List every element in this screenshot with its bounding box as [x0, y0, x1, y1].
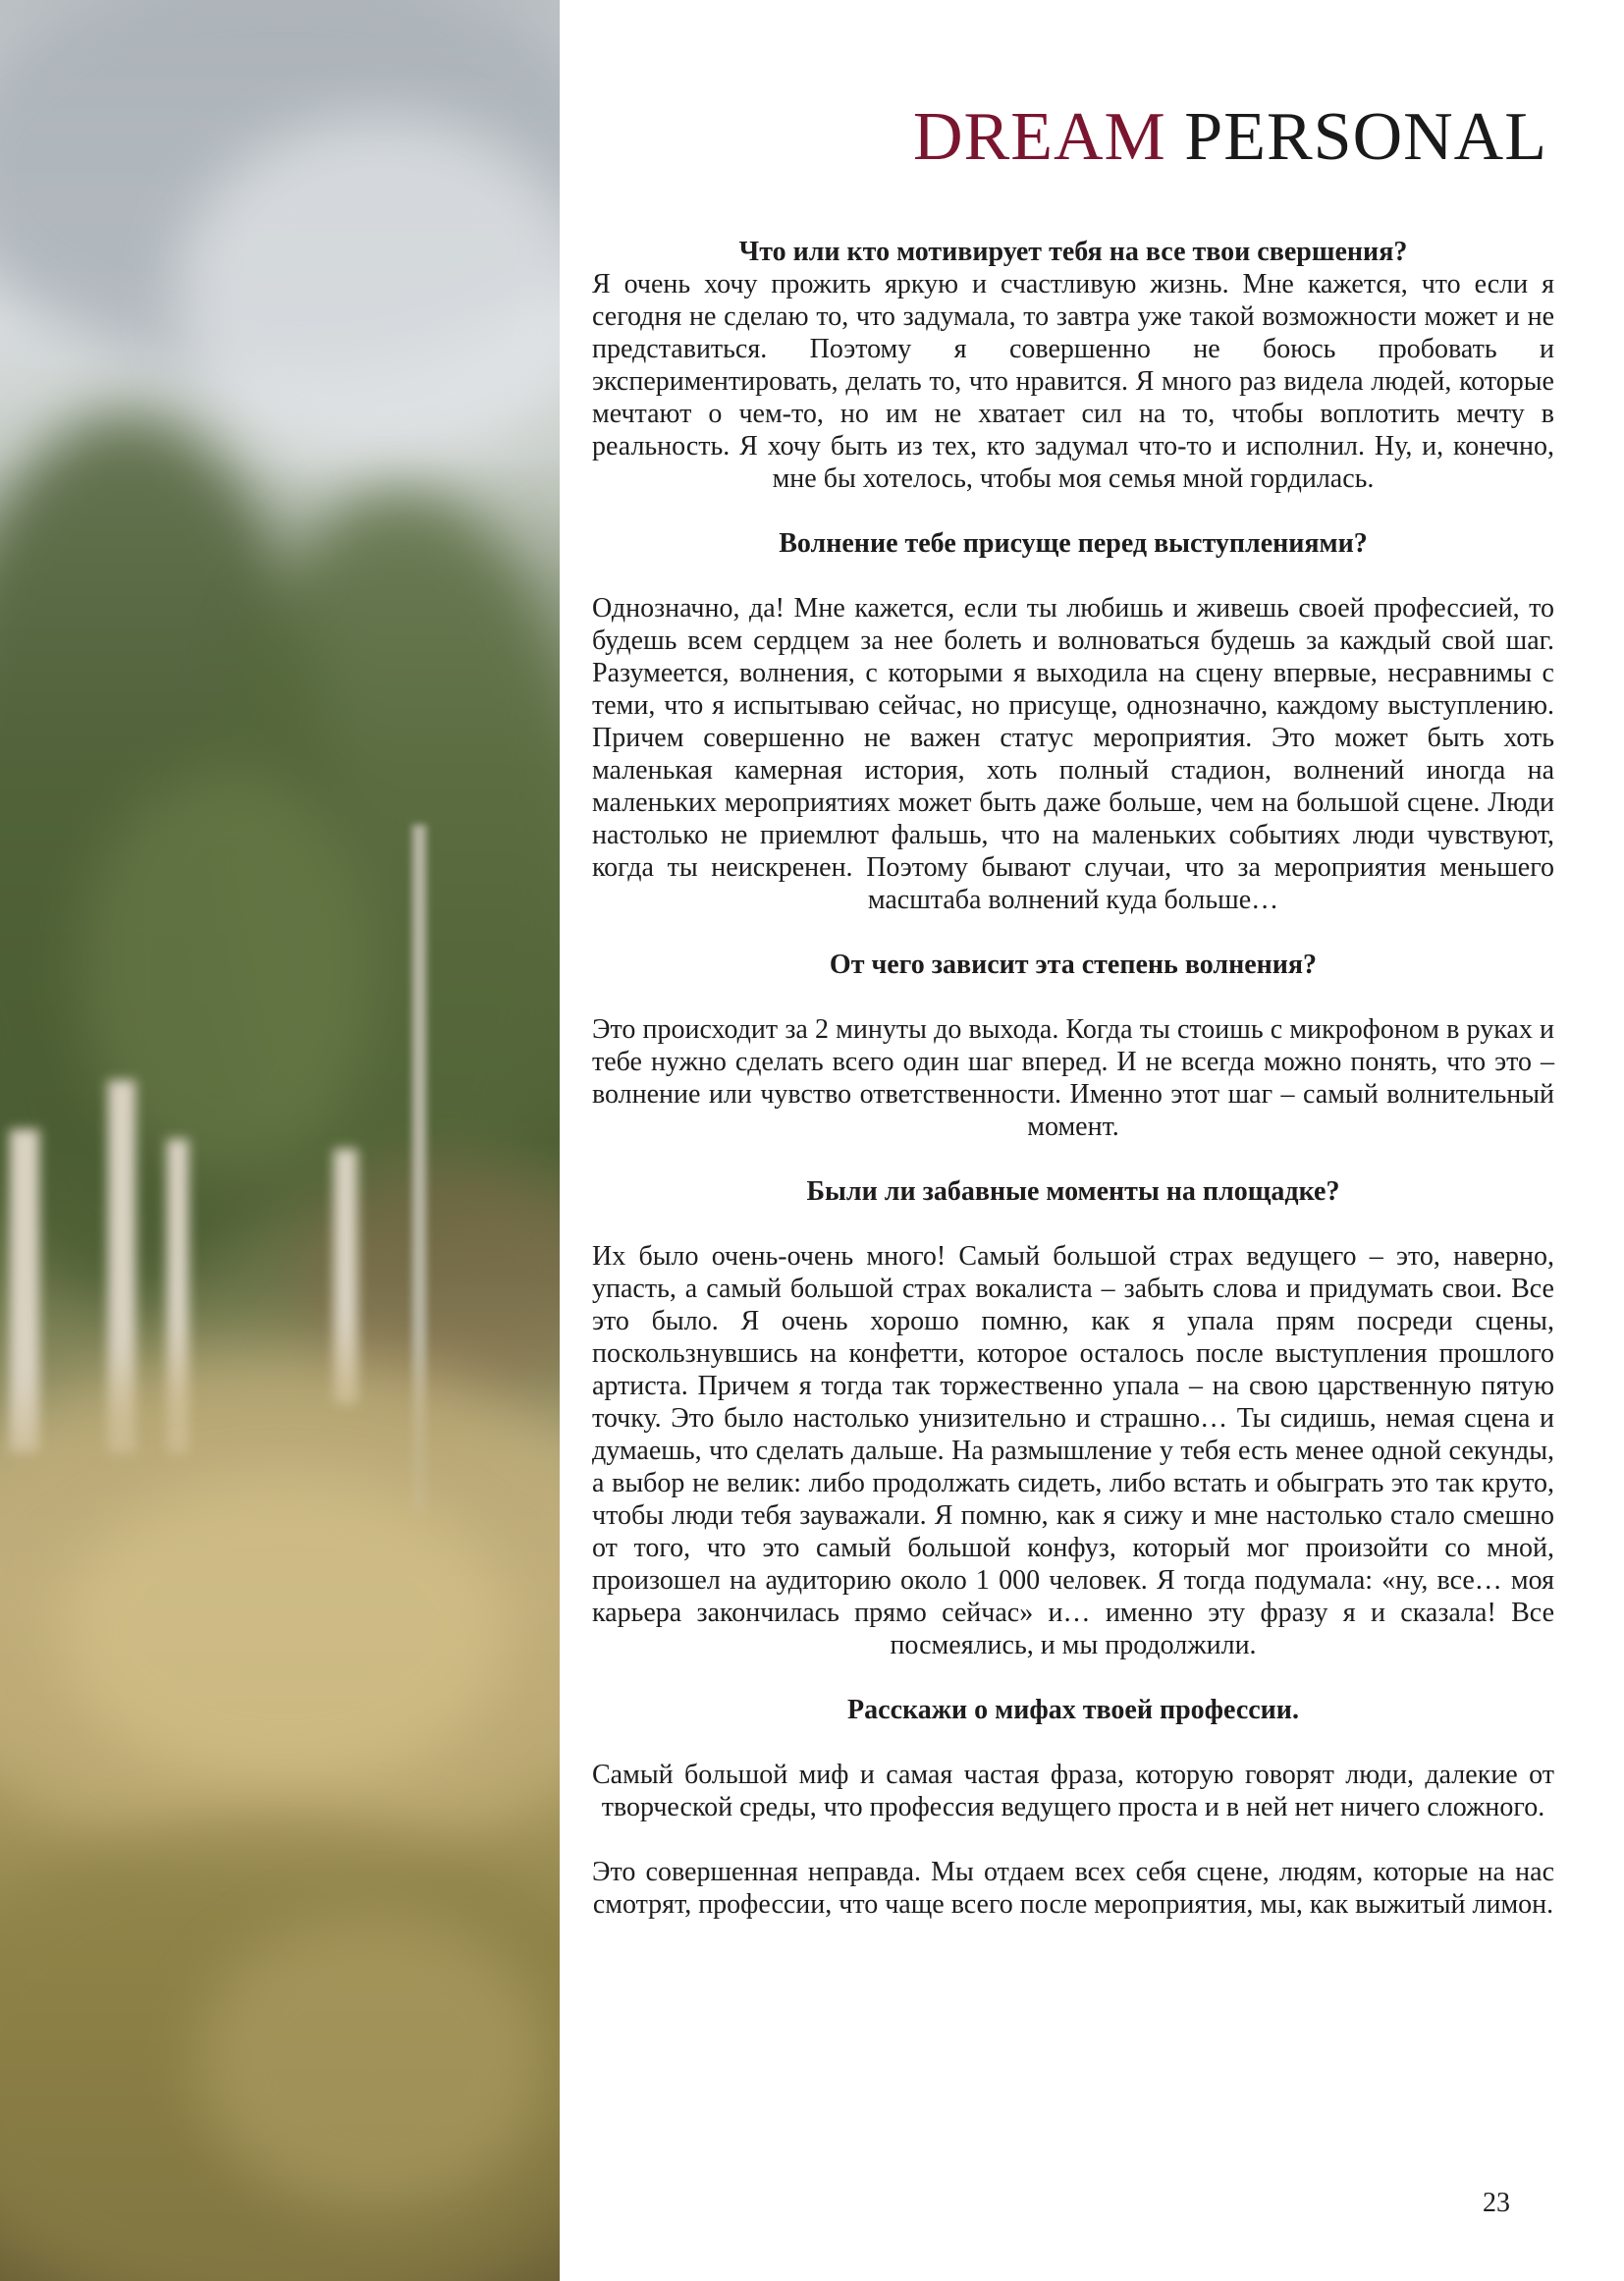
answer-paragraph: Я очень хочу прожить яркую и счастливую жизнь. Мне кажется, что если я сегодня не сделаю то, что задумала, то завтра уже такой возможности может и не представиться. Поэтому я совершенно не боюсь пробовать и экспериментировать, делать то, что нравится. Я много раз видела людей, которые мечтают о чем-то, но им не хватает сил на то, чтобы воплотить мечту в реальность. Я хочу быть из тех, кто задумал что-то и исполнил. Ну, и, конечно, мне бы хотелось, чтобы моя семья мной гордилась. — [592, 269, 1554, 494]
question-heading: Волнение тебе присуще перед выступлениями? — [779, 528, 1368, 559]
answer-paragraph: Однозначно, да! Мне кажется, если ты любишь и живешь своей профессией, то будешь всем сердцем за нее болеть и волноваться будешь за каждый свой шаг. Разумеется, волнения, с которыми я выходила на сцену впервые, несравнимы с теми, что я испытываю сейчас, но присуще, однозначно, каждому выступлению. Причем совершенно не важен статус мероприятия. Это может быть хоть маленькая камерная история, хоть полный стадион, волнений иногда на маленьких мероприятиях может быть даже больше, чем на большой сцене. Люди настолько не приемлют фальшь, что на маленьких событиях люди чувствуют, когда ты неискренен. Поэтому бывают случаи, что за мероприятия меньшего масштаба волнений куда больше… — [592, 593, 1554, 915]
title-accent: DREAM — [912, 99, 1166, 175]
page-number: 23 — [1483, 2188, 1510, 2218]
answer-paragraph: Их было очень-очень много! Самый большой страх ведущего – это, наверно, упасть, а самый большой страх вокалиста – забыть слова и придумать свои. Все это было. Я очень хорошо помню, как я упала прям посреди сцены, поскользнувшись на конфетти, которое осталось после выступления прошлого артиста. Причем я тогда так торжественно упала – на свою царственную пятую точку. Это было настолько унизительно и страшно… Ты сидишь, немая сцена и думаешь, что сделать дальше. На размышление у тебя есть менее одной секунды, а выбор не велик: либо продолжать сидеть, либо встать и обыграть это так круто, чтобы люди тебя зауважали. Я помню, как я сижу и мне настолько стало смешно от того, что это самый большой конфуз, который мог произойти со мной, произошел на аудиторию около 1 000 человек. Я тогда подумала: «ну, все… моя карьера закончилась прямо сейчас» и… именно эту фразу я и сказала! Все посмеялись, и мы продолжили. — [592, 1241, 1554, 1660]
question-heading: От чего зависит эта степень волнения? — [829, 950, 1318, 980]
interview-body — [592, 236, 1554, 1921]
question-heading: Что или кто мотивирует тебя на все твои свершения? — [738, 237, 1408, 267]
answer-paragraph: Самый большой миф и самая частая фраза, которую говорят люди, далекие от творческой среды, что профессия ведущего проста и в ней нет ничего сложного. — [592, 1760, 1554, 1822]
question-heading: Были ли забавные моменты на площадке? — [806, 1176, 1340, 1207]
answer-paragraph: Это происходит за 2 минуты до выхода. Когда ты стоишь с микрофоном в руках и тебе нужно сделать всего один шаг вперед. И не всегда можно понять, что это – волнение или чувство ответственности. Именно этот шаг – самый волнительный момент. — [592, 1014, 1554, 1142]
title-rest: PERSONAL — [1184, 99, 1547, 175]
question-heading: Расскажи о мифах твоей профессии. — [847, 1695, 1299, 1725]
magazine-section-title — [912, 99, 1547, 175]
background-photo — [0, 0, 560, 2281]
answer-paragraph: Это совершенная неправда. Мы отдаем всех себя сцене, людям, которые на нас смотрят, профессии, что чаще всего после мероприятия, мы, как выжитый лимон. — [592, 1857, 1554, 1920]
